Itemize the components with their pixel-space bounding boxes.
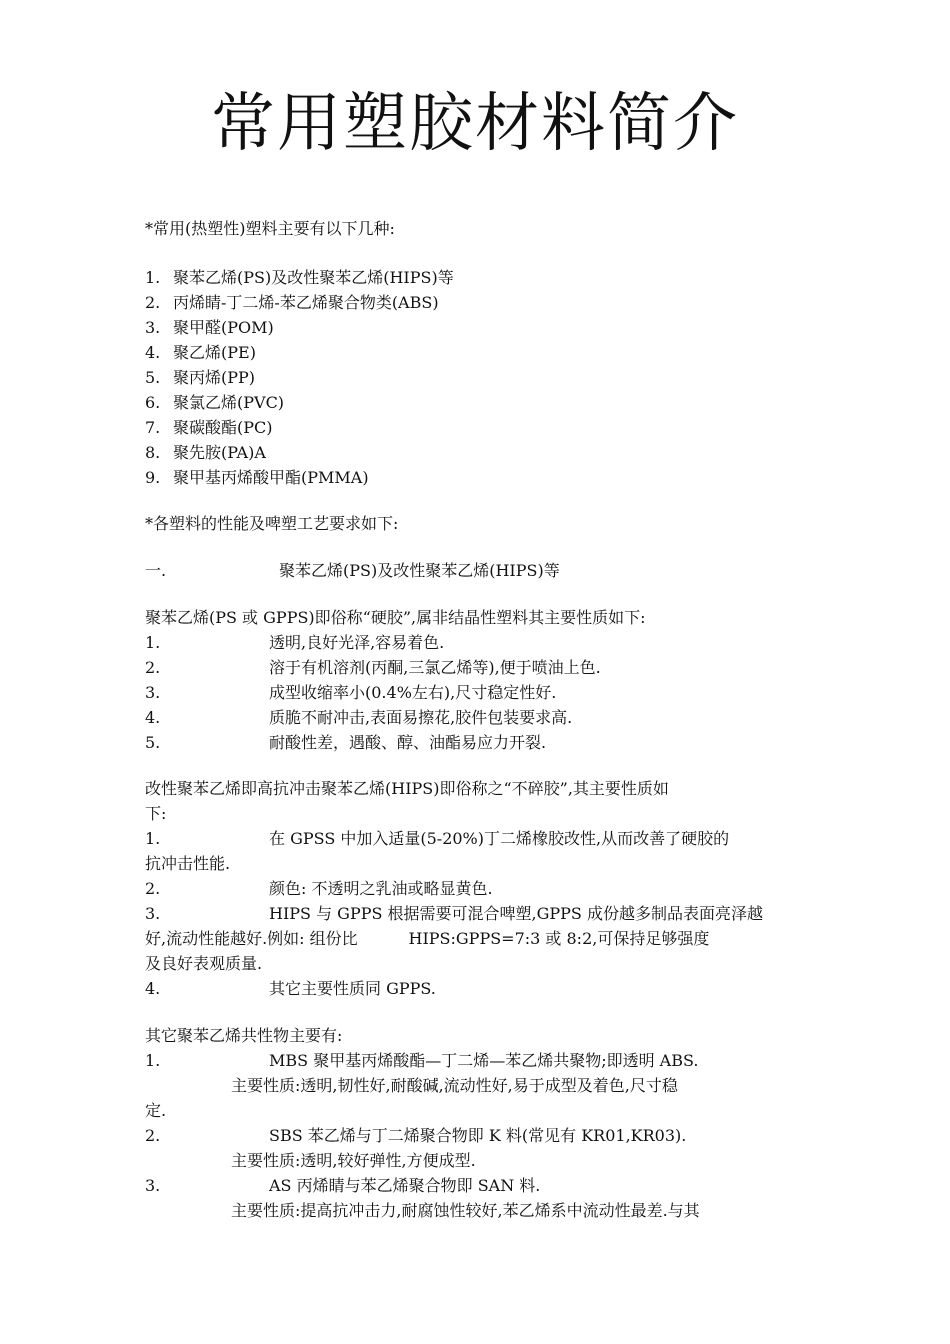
material-list-item (145, 416, 273, 440)
hips-item-1-cont: 抗冲击性能. (145, 854, 231, 873)
hips-item-4 (145, 977, 436, 1001)
item-text: 其它主要性质同 GPPS. (269, 979, 436, 998)
item-number: 3. (145, 318, 161, 337)
item-text: 透明,良好光泽,容易着色. (269, 633, 445, 652)
item-number: 3. (145, 1176, 161, 1195)
gpps-property-item (145, 631, 444, 655)
material-list-item (145, 266, 454, 290)
item-number: 4. (145, 979, 161, 998)
item-text: 成型收缩率小(0.4%左右),尺寸稳定性好. (269, 683, 557, 702)
item-text: 颜色: 不透明之乳油或略显黄色. (269, 879, 493, 898)
material-list-item (145, 341, 256, 365)
page-title: 常用塑胶材料简介 (211, 87, 739, 161)
gpps-property-item (145, 656, 601, 680)
item-number: 2. (145, 658, 161, 677)
hips-item-3-cont2: 及良好表观质量. (145, 954, 263, 973)
item-text: 聚氯乙烯(PVC) (173, 393, 285, 412)
item-text: 聚碳酸酯(PC) (173, 418, 273, 437)
copolymer-item-1-properties-cont: 定. (145, 1101, 167, 1120)
item-number: 3. (145, 904, 161, 923)
copolymer-item-2-properties: 主要性质:透明,较好弹性,方便成型. (231, 1151, 476, 1170)
item-text: AS 丙烯睛与苯乙烯聚合物即 SAN 料. (269, 1176, 541, 1195)
item-text: 聚甲醛(POM) (173, 318, 274, 337)
copolymer-item-1-properties: 主要性质:透明,韧性好,耐酸碱,流动性好,易于成型及着色,尺寸稳 (231, 1076, 678, 1095)
copolymer-item-3-properties: 主要性质:提高抗冲击力,耐腐蚀性较好,苯乙烯系中流动性最差.与其 (231, 1201, 700, 1220)
section-title: 聚苯乙烯(PS)及改性聚苯乙烯(HIPS)等 (279, 561, 560, 580)
section-number: 一. (145, 561, 167, 580)
item-number: 4. (145, 708, 161, 727)
material-list-item (145, 441, 266, 465)
copolymer-item-2 (145, 1124, 686, 1148)
copolymer-item-3 (145, 1174, 540, 1198)
gpps-property-item (145, 731, 546, 755)
item-number: 8. (145, 443, 161, 462)
copolymer-item-1 (145, 1049, 698, 1073)
item-text: 聚丙烯(PP) (173, 368, 256, 387)
item-number: 6. (145, 393, 161, 412)
item-number: 4. (145, 343, 161, 362)
material-list-item (145, 391, 284, 415)
item-text: 质脆不耐冲击,表面易擦花,胶件包装要求高. (269, 708, 573, 727)
item-text: MBS 聚甲基丙烯酸酯—丁二烯—苯乙烯共聚物;即透明 ABS. (269, 1051, 699, 1070)
item-number: 1. (145, 829, 161, 848)
gpps-property-item (145, 706, 572, 730)
hips-heading-line2: 下: (145, 804, 167, 823)
item-number: 1. (145, 268, 161, 287)
item-number: 2. (145, 879, 161, 898)
item-number: 9. (145, 468, 161, 487)
hips-heading-line1: 改性聚苯乙烯即高抗冲击聚苯乙烯(HIPS)即俗称之“不碎胶”,其主要性质如 (145, 779, 669, 798)
item-text: 聚甲基丙烯酸甲酯(PMMA) (173, 468, 369, 487)
hips-item-3 (145, 902, 763, 926)
material-list-item (145, 466, 369, 490)
section-heading (145, 559, 560, 583)
item-number: 2. (145, 1126, 161, 1145)
item-text: 在 GPSS 中加入适量(5-20%)丁二烯橡胶改性,从而改善了硬胶的 (269, 829, 730, 848)
item-text: 耐酸性差，遇酸、醇、油酯易应力开裂. (269, 733, 547, 752)
material-list-item (145, 366, 255, 390)
item-text: 聚先胺(PA)A (173, 443, 266, 462)
item-text: HIPS 与 GPPS 根据需要可混合啤塑,GPPS 成份越多制品表面亮泽越 (269, 904, 763, 923)
item-number: 5. (145, 733, 161, 752)
item-number: 1. (145, 1051, 161, 1070)
gpps-heading: 聚苯乙烯(PS 或 GPPS)即俗称“硬胶”,属非结晶性塑料其主要性质如下: (145, 608, 646, 627)
intro-text: *常用(热塑性)塑料主要有以下几种: (145, 219, 395, 238)
item-text: 聚乙烯(PE) (173, 343, 256, 362)
item-number: 7. (145, 418, 161, 437)
item-number: 5. (145, 368, 161, 387)
item-text: SBS 苯乙烯与丁二烯聚合物即 K 料(常见有 KR01,KR03). (269, 1126, 687, 1145)
hips-item-1 (145, 827, 729, 851)
item-number: 1. (145, 633, 161, 652)
item-text: 聚苯乙烯(PS)及改性聚苯乙烯(HIPS)等 (173, 268, 454, 287)
intro2-text: *各塑料的性能及啤塑工艺要求如下: (145, 514, 399, 533)
gpps-property-item (145, 681, 556, 705)
material-list-item (145, 291, 439, 315)
item-text: 丙烯睛-丁二烯-苯乙烯聚合物类(ABS) (173, 293, 439, 312)
item-text: 溶于有机溶剂(丙酮,三氯乙烯等),便于喷油上色. (269, 658, 601, 677)
copolymers-heading: 其它聚苯乙烯共性物主要有: (145, 1026, 343, 1045)
item-number: 2. (145, 293, 161, 312)
hips-item-2 (145, 877, 493, 901)
material-list-item (145, 316, 274, 340)
hips-item-3-cont: 好,流动性能越好.例如: 组份比 HIPS:GPPS=7:3 或 8:2,可保持足够强度 (145, 929, 710, 948)
item-number: 3. (145, 683, 161, 702)
